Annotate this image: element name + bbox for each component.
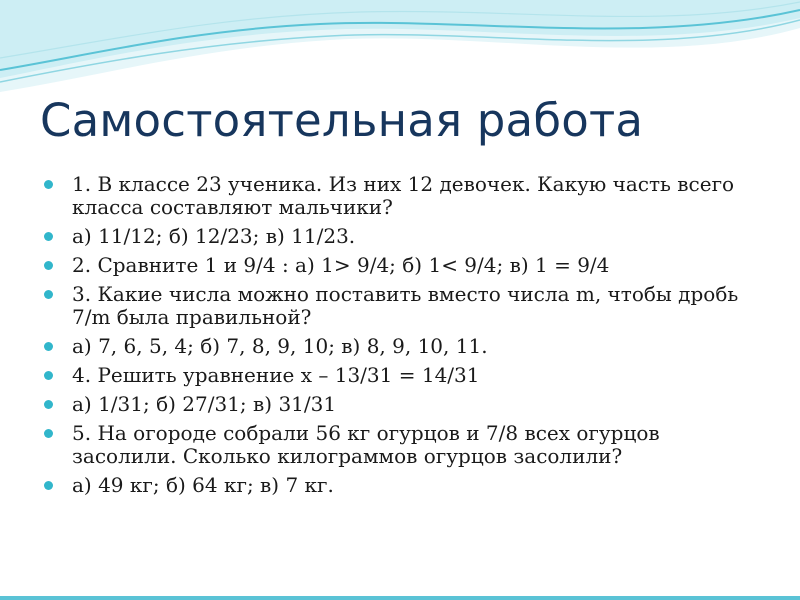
item-text: а) 7, 6, 5, 4; б) 7, 8, 9, 10; в) 8, 9, 10, 11.	[72, 334, 488, 358]
task-list	[42, 173, 762, 503]
bullet-icon	[44, 429, 53, 438]
item-text: 2. Сравните 1 и 9/4 : а) 1> 9/4; б) 1< 9/4; в) 1 = 9/4	[72, 253, 610, 277]
list-item	[42, 254, 762, 277]
item-text: а) 11/12; б) 12/23; в) 11/23.	[72, 224, 356, 248]
item-text: а) 1/31; б) 27/31; в) 31/31	[72, 392, 337, 416]
bullet-icon	[44, 481, 53, 490]
bullet-icon	[44, 261, 53, 270]
bullet-icon	[44, 232, 53, 241]
slide-title: Самостоятельная работа	[40, 94, 644, 147]
bullet-icon	[44, 180, 53, 189]
list-item	[42, 283, 762, 329]
item-text: а) 49 кг; б) 64 кг; в) 7 кг.	[72, 473, 334, 497]
list-item	[42, 335, 762, 358]
bottom-border	[0, 596, 800, 600]
bullet-icon	[44, 371, 53, 380]
list-item	[42, 173, 762, 219]
list-item	[42, 364, 762, 387]
bullet-icon	[44, 290, 53, 299]
list-item	[42, 474, 762, 497]
bullet-icon	[44, 400, 53, 409]
item-text: 1. В классе 23 ученика. Из них 12 девочек. Какую часть всего класса составляют мальчики?	[72, 172, 735, 219]
list-item	[42, 225, 762, 248]
list-item	[42, 393, 762, 416]
item-text: 5. На огороде собрали 56 кг огурцов и 7/8 всех огурцов засолили. Сколько килограммов огурцов засолили?	[72, 421, 660, 468]
wave-decoration	[0, 0, 800, 95]
list-item	[42, 422, 762, 468]
item-text: 4. Решить уравнение х – 13/31 = 14/31	[72, 363, 480, 387]
bullet-icon	[44, 342, 53, 351]
item-text: 3. Какие числа можно поставить вместо числа m, чтобы дробь 7/m была правильной?	[72, 282, 739, 329]
